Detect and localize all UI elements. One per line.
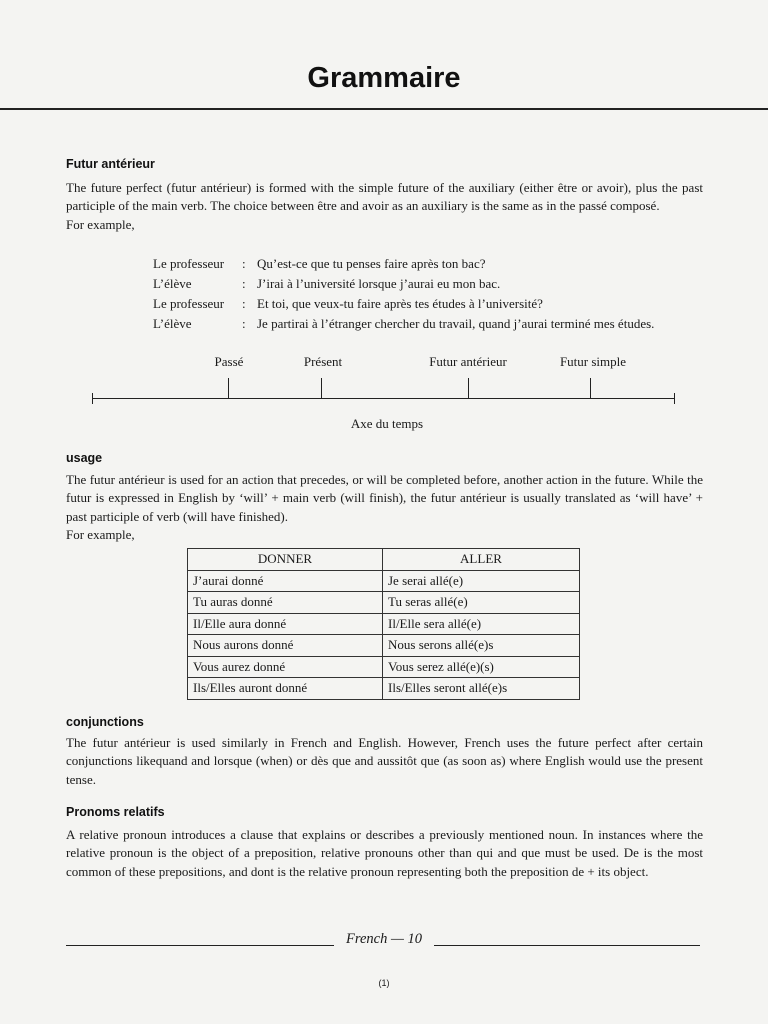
for-example-text: For example, <box>66 216 135 232</box>
dialogue-colon: : <box>242 256 246 271</box>
page-title: Grammaire <box>307 62 461 94</box>
table-cell: Vous aurez donné <box>188 656 383 678</box>
timeline-end-cap <box>674 393 675 404</box>
section-heading-futur-anterieur: Futur antérieur <box>66 157 155 171</box>
timeline-label-present: Présent <box>303 354 343 369</box>
table-cell: Il/Elle aura donné <box>188 613 383 635</box>
dialogue-speaker: L’élève <box>153 316 192 331</box>
table-header-row <box>188 549 580 571</box>
pronoms-relatifs-paragraph: A relative pronoun introduces a clause that explains or describes a previously mentioned noun. In instances where the relative pronoun is the object of a preposition, relative pronouns other than qui and que must be used. De is the most common of these prepositions, and dont is the relative pronoun representing both the preposition de + its object. <box>66 827 703 879</box>
dialogue-colon: : <box>242 316 246 331</box>
page-number: (1) <box>378 978 390 988</box>
table-row <box>188 635 580 657</box>
futur-anterieur-paragraph-text: The future perfect (futur antérieur) is formed with the simple future of the auxiliary (either être or avoir), plus the past participle of the main verb. The choice between être and avoir as an auxiliary is the same as in the passé composé. <box>66 180 703 214</box>
footer-rule-right <box>434 945 700 946</box>
timeline-label-futur-anterieur: Futur antérieur <box>429 354 507 369</box>
timeline-label-passe: Passé <box>214 354 244 369</box>
table-cell: Nous aurons donné <box>188 635 383 657</box>
column-header-aller: ALLER <box>383 549 580 571</box>
section-heading-usage: usage <box>66 451 103 465</box>
timeline-axis-label: Axe du temps <box>350 416 424 431</box>
timeline-tick <box>321 378 322 398</box>
time-axis-diagram <box>92 354 682 434</box>
table-row <box>188 656 580 678</box>
timeline-tick <box>228 378 229 398</box>
futur-anterieur-paragraph <box>66 179 703 234</box>
table-row <box>188 678 580 700</box>
dialogue-colon: : <box>242 296 246 311</box>
section-heading-conjunctions: conjunctions <box>66 715 144 729</box>
dialogue-line: Je partirai à l’étranger chercher du travail, quand j’aurai terminé mes études. <box>257 316 655 331</box>
table-cell: Nous serons allé(e)s <box>383 635 580 657</box>
title-divider <box>0 108 768 110</box>
usage-paragraph <box>66 471 703 544</box>
timeline-tick <box>468 378 469 398</box>
dialogue-speaker: Le professeur <box>153 296 225 311</box>
table-row <box>188 613 580 635</box>
table-cell: Ils/Elles seront allé(e)s <box>383 678 580 700</box>
timeline-tick <box>590 378 591 398</box>
dialogue-colon: : <box>242 276 246 291</box>
timeline-axis-line <box>92 398 675 399</box>
table-cell: Ils/Elles auront donné <box>188 678 383 700</box>
dialogue-speaker: Le professeur <box>153 256 225 271</box>
dialogue-line: Qu’est-ce que tu penses faire après ton bac? <box>257 256 486 271</box>
column-header-donner: DONNER <box>188 549 383 571</box>
table-cell: Tu auras donné <box>188 592 383 614</box>
conjunctions-paragraph: The futur antérieur is used similarly in French and English. However, French uses the future perfect after certain conjunctions likequand and lorsque (when) or dès que and aussitôt que (as soon as) where English would use the present tense. <box>66 735 703 787</box>
dialogue-line: J’irai à l’université lorsque j’aurai eu mon bac. <box>257 276 501 291</box>
conjugation-table <box>187 548 580 700</box>
section-heading-pronoms-relatifs: Pronoms relatifs <box>66 805 165 819</box>
dialogue-speaker: L’élève <box>153 276 192 291</box>
dialogue-line: Et toi, que veux-tu faire après tes études à l’université? <box>257 296 543 311</box>
table-cell: Il/Elle sera allé(e) <box>383 613 580 635</box>
usage-paragraph-text: The futur antérieur is used for an action that precedes, or will be completed before, another action in the future. While the futur is expressed in English by ‘will’ + main verb (will finish), the futur antérieur is usually translated as ‘will have’ + past participle of verb (will have finished). <box>66 472 703 524</box>
for-example-text: For example, <box>66 526 135 542</box>
table-row <box>188 570 580 592</box>
table-cell: Je serai allé(e) <box>383 570 580 592</box>
timeline-label-futur-simple: Futur simple <box>559 354 627 369</box>
timeline-start-cap <box>92 393 93 404</box>
table-cell: J’aurai donné <box>188 570 383 592</box>
footer-book-title: French — 10 <box>346 931 422 947</box>
table-row <box>188 592 580 614</box>
table-cell: Tu seras allé(e) <box>383 592 580 614</box>
table-cell: Vous serez allé(e)(s) <box>383 656 580 678</box>
